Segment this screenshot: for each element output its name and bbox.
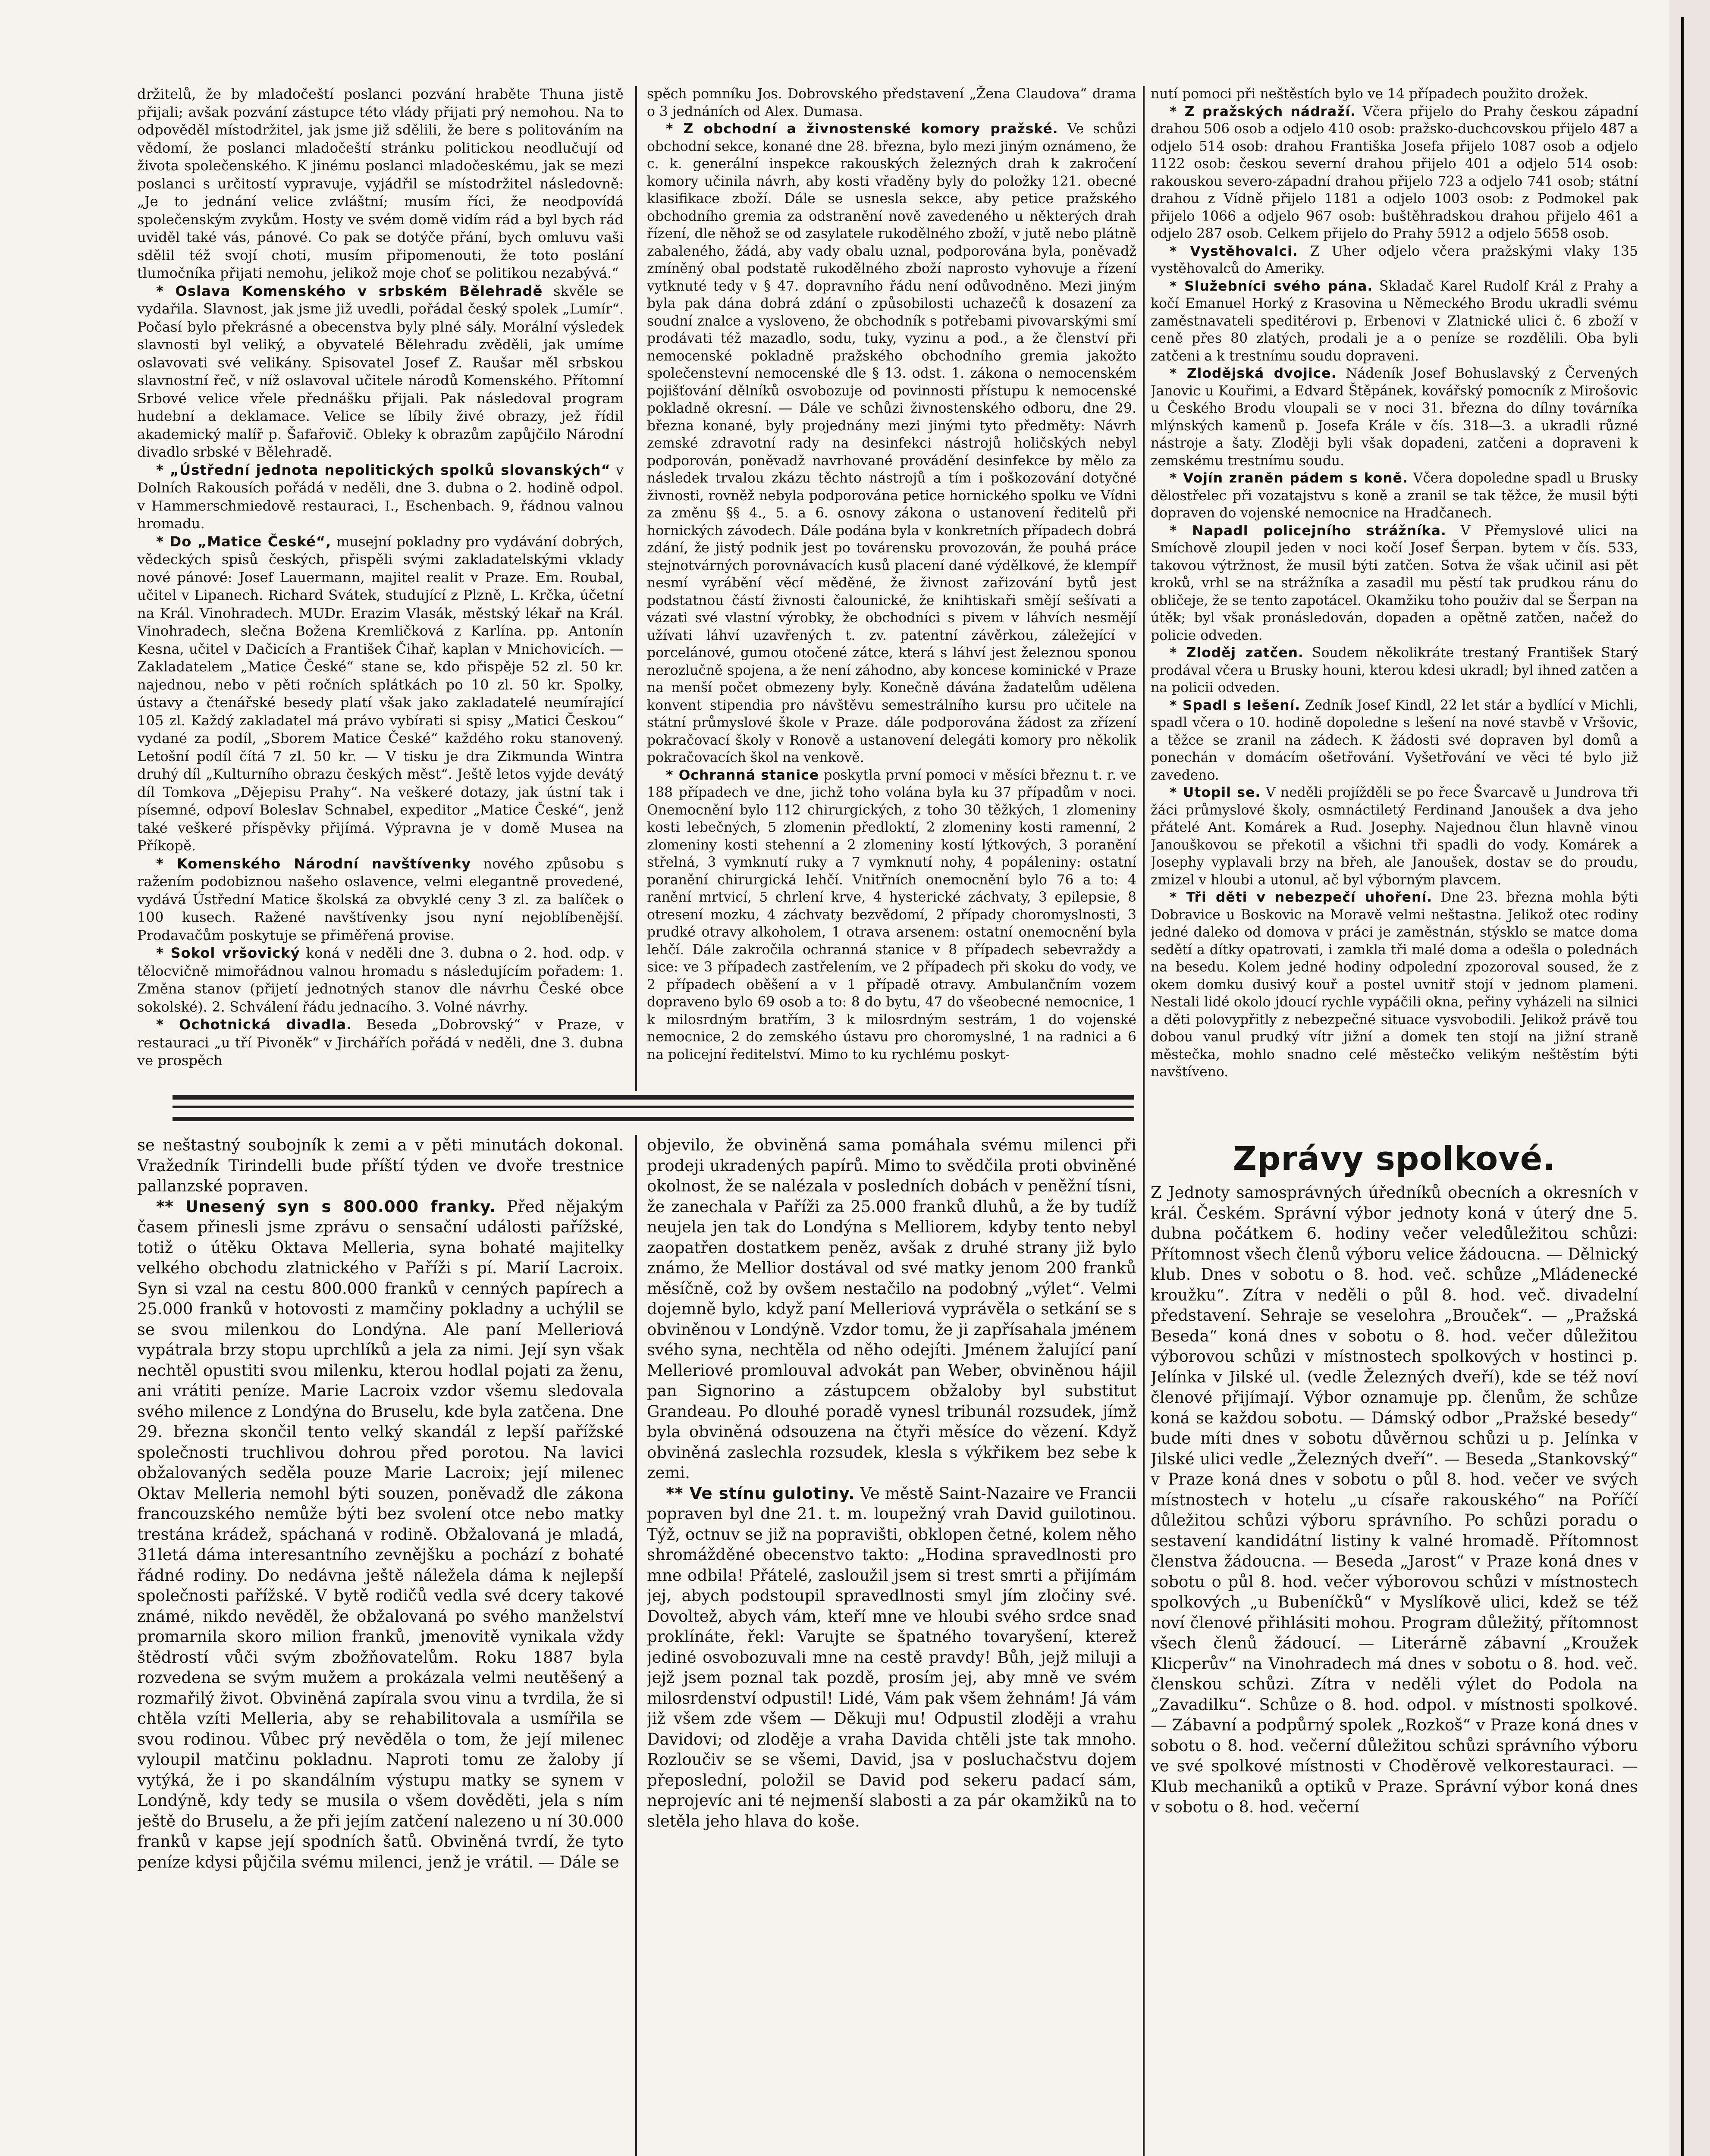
news-article [137,944,624,1016]
article-body: V Přemyslové ulici na Smíchově zloupil jeden v noci kočí Josef Šerpan. bytem v čís. 533, takovou výtržnost, že musil býti zatčen. Sotva že však učinil asi pět kroků, vrhl se na strážníka a zasadil mu pěstí tak prudkou ránu do obličeje, že se tento zapotácel. Okamžiku toho použiv dal se Šerpan na útěk; byl však pronásledován, dopaden a opětně zatčen, načež do policie odveden. [1151,523,1638,643]
column-1-upper [137,85,624,1090]
continued-text [1151,85,1638,103]
article-heading: * Z obchodní a živnostenské komory pražské. [666,121,1058,137]
article-body: nutí pomoci při neštěstích bylo ve 14 případech použito drožek. [1151,86,1588,102]
article-body: V neděli projížděli se po řece Švarcavě u Jundrova tři žáci průmyslové školy, osmnáctiletý Ferdinand Janoušek a dva jeho přátelé Ant. Komárek a Rud. Josephy. Najednou člun hlavně vinou Janouškovou se překotil a všichni tři spadli do vody. Komárek a Josephy vyplavali brzy na břeh, ale Janoušek, dostav se do proudu, zmizel v hloubi a utonul, ač byl výborným plavcem. [1151,785,1638,888]
news-article [137,1016,624,1070]
news-article [1151,365,1638,470]
article-body: Zedník Josef Kindl, 22 let stár a bydlící v Michli, spadl včera o 10. hodině dopoledne s lešení na nové stavbě v Vršovic, a těžce se zranil na zádech. K žádosti své dopraven byl domů a ponechán v domácím ošetřování. Vyšetřování ve věci té bylo již zavedeno. [1151,697,1638,783]
article-heading: * Ochranná stanice [666,767,819,783]
article-body: v Dolních Rakousích pořádá v neděli, dne 3. dubna o 2. hodině odpol. v Hammerschmiedově restauraci, I., Eschenbach. 9, řádnou valnou hromadu. [137,461,624,532]
article-body: poskytla první pomoci v měsíci březnu t. r. ve 188 případech ve dne, jichž toho volána byla ku 37 případům v noci. Onemocnění bylo 112 chirurgických, z toho 30 těžkých, 1 zlomeniny kosti lebečných, 5 zlomenin předloktí, 2 zlomeniny kosti ramenní, 2 zlomeniny kosti stehenní a 2 zlomeniny kostí lýtkových, 3 poranění střelná, 3 vymknutí ruky a 7 vymknutí nohy, 4 popáleniny: ostatní poranění chirurgická lehčí. Vnitřních onemocnění bylo 76 a to: 4 ranění mrtvicí, 5 chrlení krve, 4 hysterické záchvaty, 3 epilepsie, 8 otresení mozku, 4 záchvaty bezvědomí, 2 případy choromyslnosti, 3 prudké otravy alkoholem, 1 otrava arsenem: ostatní onemocnění byla lehčí. Dále zakročila ochranná stanice v 8 případech sebevraždy a sice: ve 3 případech zastřelením, ve 2 případech při skoku do vody, ve 2 případech oběšení a v 1 případě otravy. Ambulančním vozem dopraveno bylo 69 osob a to: 8 do bytu, 47 do všeobecné nemocnice, 1 k milosrdným bratřím, 3 k milosrdným sestrám, 1 do vojenské nemocnice, 2 do zemského ústavu pro choromyslné, 1 na radnici a 6 na policejní ředitelství. Mimo to ku rychlému poskyt- [647,767,1136,1062]
continued-text [137,1135,624,1197]
column-3-lower [1151,1135,1638,2156]
article-body: objevilo, že obviněná sama pomáhala svému milenci při prodeji ukradených papírů. Mimo to svědčila proti obviněné okolnost, že se nalézala v posledních dobách v peněžní tísni, že zanechala v Paříži za 25.000 franků dluhů, a že by tudíž neujela jen tak do Londýna s Melliorem, kdyby tento nebyl zaopatřen dostatkem peněz, avšak z druhé strany již bylo známo, že Mellior dostával od své matky jenom 200 franků měsíčně, což by ovšem nestačilo na podobný „výlet“. Velmi dojemně bylo, když paní Melleriová vyprávěla o setkání se s obviněnou v Londýně. Vzdor tomu, že ji zapřísahala jménem svého syna, nechtěla od něho odejíti. Jménem žalující paní Melleriové promlouval advokát pan Weber, obviněnou hájil pan Signorino a zástupcem obžaloby byl substitut Grandeau. Po dlouhé poradě vynesl tribunál rozsudek, jímž byla obviněná odsouzena na čtyři měsíce do vězení. Když obviněná zaslechla rozsudek, klesla s výkřikem bez sebe k zemi. [647,1136,1136,1482]
article-body: Nádeník Josef Bohuslavský z Červených Janovic u Kouřimi, a Edvard Štěpánek, kovářský pomocník z Mirošovic u Českého Brodu vloupali se v noci 31. března do dílny továrníka mlýnských kamenů p. Josefa Krále v čís. 318—3. a ukradli různé nástroje a šaty. Zloději byli však dopadeni, zatčeni a dopraveni k zemskému trestnímu soudu. [1151,366,1638,469]
article-body: Včera dopoledne spadl u Brusky dělostřelec při vozatajstvu s koně a zranil se tak těžce, že musil býti dopraven do vojenské nemocnice na Hradčanech. [1151,470,1638,521]
news-article [1151,278,1638,365]
continued-text [1151,1182,1638,1818]
article-body: Před nějakým časem přinesli jsme zprávu o sensační události pařížské, totiž o útěku Oktava Melleria, syna bohaté majitelky velkého obchodu zlatnického v Paříži s pí. Marií Lacroix. Syn si vzal na cestu 800.000 franků v cenných papírech a 25.000 franků v hotovosti z mamčiny pokladny a uchýlil se se svou milenkou do Londýna. Ale paní Melleriová vypátrala brzy stopu uprchlíků a jela za nimi. Její syn však nechtěl opustiti svou milenku, kterou hodlal pojati za ženu, ani vrátiti peníze. Marie Lacroix vzdor všemu sledovala svého milence z Londýna do Bruselu, kde byla zatčena. Dne 29. března skončil tento velký skandál z lepší pařížské společnosti truchlivou dohrou před porotou. Na lavici obžalovaných seděla pouze Marie Lacroix; její milenec Oktav Melleria nemohl býti souzen, poněvadž dle zákona francouzského nemůže býti bez svolení otce nebo matky trestána krádež, spáchaná v rodině. Obžalovaná je mladá, 31letá dáma interesantního zevnějšku a pochází z bohaté řádné rodiny. Do nedávna ještě náležela dáma k nejlepší společnosti pařížské. V bytě rodičů vedla své dcery takové známé, nikdo nevěděl, že obžalovaná po svého manželství promarnila skoro milion franků, jmenovitě vynikala vždy štědrostí vůči svým zbožňovatelům. Roku 1887 byla rozvedena se svým mužem a prokázala velmi neutěšený a rozmařilý život. Obviněná zapírala svou vinu a tvrdila, že si chtěla vzíti Melleria, aby se rehabilitovala a usmířila se svou rodinou. Vůbec prý nevěděla o tom, že její milenec vyloupil matčinu pokladnu. Naproti tomu ze žaloby jí vytýká, že i po skandálním výstupu matky se synem v Londýně, kdy tedy se musila o všem dověděti, jela s ním ještě do Bruselu, a že při jejím zatčení nalezeno u ní 30.000 franků v kapse její spodních šatů. Obviněná tvrdí, že tyto peníze kdysi půjčila svému milenci, jenž je vrátil. — Dále se [137,1197,624,1871]
article-heading: * Utopil se. [1170,785,1261,800]
article-body: Ve městě Saint-Nazaire ve Francii popraven byl dne 21. t. m. loupežný vrah David guilotinou. Týž, octnuv se již na popravišti, obklopen četné, kolem něho shromážděné obecenstvo takto: „Hodina spravedlnosti pro mne odbila! Přátelé, zasloužil jsem si trest smrti a přijímám jej, abych podstoupil spravedlnosti smyl jím zločiny své. Dovoltež, abych vám, kteří mne ve hloubi svého srdce snad proklínáte, řekl: Varujte se špatného tovaryšení, kterež jediné osvobozuvali mne na cestě pravdy! Bůh, jejž miluji a jejž jsem poznal tak pozdě, prosím jej, aby mně ve svém milosrdenství odpustil! Lidé, Vám pak všem žehnám! Já vám již všem zde všem — Děkuji mu! Odpustil zloději a vrahu Davidovi; od zloděje a vraha Davida chtěli jste tak mnoho. Rozloučiv se se všemi, David, jsa v posluchačstvu dojem přeposlední, položil se David pod sekeru padací sám, neprojevíc ani té nejmenší slabosti a za pár okamžiků na to sletěla jeho hlava do koše. [647,1484,1136,1830]
article-body: Včera přijelo do Prahy českou západní drahou 506 osob a odjelo 410 osob: pražsko-duchcovskou přijelo 487 a odjelo 514 osob: drahou Františka Josefa přijelo 1087 osob a odjelo 1122 osob: českou severní drahou přijelo 401 a odjelo 514 osob: rakouskou severo-západní drahou přijelo 723 a odjelo 741 osob; státní drahou z Vídně přijelo 1181 a odjelo 1003 osob: z Podmokel pak přijelo 1066 a odjelo 967 osob: buštěhradskou drahou přijelo 461 a odjelo 287 osob. Celkem přijelo do Prahy 5912 a odjelo 5658 osob. [1151,103,1638,241]
article-heading: * Vojín zraněn pádem s koně. [1170,470,1408,486]
continued-text [647,1135,1136,1483]
column-2-lower [647,1135,1136,2156]
news-article [1151,470,1638,522]
news-article [1151,103,1638,243]
article-body: Soudem několikráte trestaný František Starý prodával včera u Brusky houni, kterou kdesi ukradl; byl ihned zatčen a na policii odveden. [1151,645,1638,696]
news-article [1151,889,1638,1081]
column-1-lower [137,1135,624,2156]
section-heading-zpravy-spolkove: Zprávy spolkové. [1233,1139,1556,1178]
article-heading: ** Ve stínu gulotiny. [666,1484,855,1503]
article-heading: * Zlodějská dvojice. [1170,366,1337,381]
article-heading: * Oslava Komenského v srbském Bělehradě [156,282,543,299]
news-article [647,1483,1136,1832]
continued-text [647,85,1136,120]
column-2-upper [647,85,1136,1090]
news-article [137,855,624,945]
article-body: skvěle se vydařila. Slavnost, jak jsme již uvedli, pořádal český spolek „Lumír“. Počasí bylo překrásné a obecenstva byly plné sály. Morální výsledek slavnosti byl veliký, a obyvatelé Bělehradu zvěděli, jak umíme oslavovati své velikány. Spisovatel Josef Z. Raušar měl srbskou slavnostní řeč, v níž oslavoval učitele národů Komenského. Přítomní Srbové velice vřele přednášku přijali. Pak následoval program hudební a deklamace. Velice se líbily živé obrazy, jež řídil akademický malíř p. Šafařovič. Obleky k obrazům zapůjčilo Národní divadlo srbské v Bělehradě. [137,282,624,460]
article-body: Skladač Karel Rudolf Král z Prahy a kočí Emanuel Horký z Krasovina u Německého Brodu ukradli svému zaměstnavateli speditérovi p. Erbenovi v Zlatnické ulici č. 6 zboží v ceně přes 80 zlatých, prodali je a o peníze se rozdělili. Oba byli zatčeni a k trestnímu soudu dopraveni. [1151,278,1638,364]
news-article [137,282,624,461]
article-heading: ** Unesený syn s 800.000 franky. [156,1197,496,1216]
news-article [1151,644,1638,697]
article-body: musejní pokladny pro vydávání dobrých, vědeckých spisů českých, přispěli svými zakladatelskými vklady nové pánové: Josef Lauermann, majitel realit v Praze. Em. Roubal, učitel v Lipanech. Richard Svátek, studující z Plzně, L. Krčka, účetní na Král. Vinohradech. MUDr. Erazim Vlasák, městský lékař na Král. Vinohradech, slečna Božena Kremličková z Karlína. pp. Antonín Kesna, učitel v Dačicích a František Čihař, kaplan v Mnichovicích. — Zakladatelem „Matice České“ stane se, kdo přispěje 52 zl. 50 kr. najednou, nebo v pěti ročních splátkách po 10 zl. 50 kr. Spolky, ústavy a čtenářské besedy platí však jako zakladatelé neumírající 105 zl. Každý zakladatel má právo vybírati si spisy „Matici Českou“ vydané za podíl, „Sborem Matice České“ každého roku stanovený. Letošní podíl čítá 7 zl. 50 kr. — V tisku je dra Zikmunda Wintra druhý díl „Kulturního obrazu českých měst“. Ještě letos vyjde devátý díl Tomkova „Dějepisu Prahy“. Na veškeré dotazy, jak ústní tak i písemné, odpoví Boleslav Schnabel, expeditor „Matice České“, jenž také veškeré příspěvky přijímá. Výpravna je v domě Musea na Příkopě. [137,533,624,854]
article-heading: * Služebníci svého pána. [1170,278,1373,294]
article-body: spěch pomníku Jos. Dobrovského představení „Žena Claudova“ drama o 3 jednáních od Alex. Dumasa. [647,86,1136,119]
article-body: koná v neděli dne 3. dubna o 2. hod. odp. v tělocvičně mimořádnou valnou hromadu s následujícím pořadem: 1. Změna stanov (přijetí jednotných stanov dle návrhu České obce sokolské). 2. Schválení řádu jednacího. 3. Volné návrhy. [137,945,624,1015]
left-margin [0,0,129,2156]
column-3-upper [1151,85,1638,1090]
article-body: nového způsobu s ražením podobiznou našeho oslavence, velmi elegantně provedené, vydává Ústřední Matice školská za obvyklé ceny 3 zl. za balíček o 100 kusech. Ražené navštívenky jsou nyní nejoblíbenější. Prodavačům poskytuje se přiměřená provise. [137,855,624,943]
news-article [647,120,1136,767]
article-body: držitelů, že by mladočeští poslanci pozvání hraběte Thuna jistě přijali; avšak pozvání zástupce této vlády přijati prý nemohou. Na to odpověděl místodržitel, jak jsme již sdělili, že bere s politováním na vědomí, že poslanci mladočeští stránku politickou neodlučují od života společenského. K jinému poslanci mladočeskému, jak se mezi poslanci s určitostí vypravuje, vyjádřil se místodržitel následovně: „Je to jednání velice zvláštní; musím říci, že neodpovídá společenským zvykům. Hosty ve svém domě vidím rád a byl bych rád uviděl také vás, pánové. Co pak se dotýče přání, bych omluvu vaši sdělil též svojí choti, musím připomenouti, že toto poslání tlumočníka přijati nemohu, jelikož moje choť se politikou nezabývá.“ [137,86,624,281]
column-divider [635,86,637,1091]
article-heading: * Napadl policejního strážníka. [1170,523,1446,539]
column-divider [635,1135,637,2156]
article-body: Ve schůzi obchodní sekce, konané dne 28. března, bylo mezi jiným oznámeno, že c. k. generální inspekce rakouských železných drah k zakročení komory učinila návrh, aby kosti vřaděny byly do položky 121. obecné klasifikace zboží. Dále se usnesla sekce, aby petice pražského obchodního gremia za odstranění nově zavedeného u některých drah řízení, dle něhož se od zasylatele rukodělného zboží, v jutě nebo plátně zabaleného, žádá, aby vady obalu uznal, podporována byla, poněvadž zmíněný obal podstatě rukodělného zboží naprosto vyhovuje a řízení vytknuté tedy v § 47. dopravního řádu není odůvodněno. Mezi jiným byla pak dána dobrá zdání o způsobilosti uchazečů k dosazení za soudní znalce a vysloveno, že obchodník s potřebami pivovarskými smí prodávati též mazadlo, sodu, tuky, vyzinu a pod., a že členství při nemocenské pokladně pražského obchodního gremia jakožto společenstevní nemocenské dle § 13. odst. 1. zákona o nemocenském pojišťování dělníků osvobozuje od povinnosti přístupu k nemocenské pokladně okresní. — Dále ve schůzi živnostenského odboru, dne 29. března konané, byly projednány mezi jinými tyto předměty: Návrh zemské zdravotní rady na desinfekci nástrojů holičských nebyl podporován, poněvadž navrhované provádění desinfekce by mělo za následek trvalou zkázu těchto nástrojů a tím i poškozování dotyčné živnosti, rovněž nebyla podporována petice hornického spolku ve Vídni za změnu §§ 4., 5. a 6. osnovy zákona o ustanovení ředitelů při hornických závodech. Dále podána byla v konkretních případech dobrá zdání, že jistý podnik jest po továrensku provozován, že pouhá práce stejnotvárných porovnávacích kusů placení dané výdělkové, že klempíř nesmí vyrábění věcí měděné, že živnost zařizování bytů jest podstatnou částí živnosti čalounické, že knihtiskaři smějí sešívati a vázati své vlastní výrobky, že obchodníci s pivem v láhvích nesmějí užívati láhví uzavřených t. zv. patentní závěrkou, záležející v porcelánové, gumou otočené zátce, která s láhví jest železnou sponou nerozlučně spojena, a že není záhodno, aby koncese kominické v Praze na menší počet obmezeny byly. Konečně dávána žadatelům udělena konvent stipendia pro návštěvu semestrálního kursu pro učitele na státní průmyslové škole v Praze. dále podporována žádost za zřízení pokračovací školy v Ronově a ustanovení delegáti komory pro několik pokračovacích škol na venkově. [647,121,1136,765]
column-divider [1143,86,1145,2156]
article-heading: * Zloděj zatčen. [1170,645,1304,661]
right-page-edge [1669,0,1710,2156]
article-heading: * Vystěhovalci. [1170,243,1298,259]
article-body: se neštastný soubojník k zemi a v pěti minutách dokonal. Vražedník Tirindelli bude příští týden ve dvoře trestnice pallanzské popraven. [137,1136,624,1195]
article-heading: * Sokol vršovický [156,945,300,961]
article-body: Dne 23. března mohla býti Dobravice u Boskovic na Moravě velmi neštastna. Jelikož otec rodiny jedné daleko od domova v práci je zaměstnán, stýsklo se matce doma sedětí a dítky opatrovati, i zamkla tři malé doma a odešla o polednách na besedu. Kolem jedné hodiny odpolední zpozoroval soused, že z okem domku dusivý kouř a postel uvnitř stojí v jednom plameni. Nestali lidé okolo jdoucí rychle vypáčili okna, peřiny vyházeli na silnici a děti polovypřitly z nebezpečné situace vysvobodili. Jelikož právě tou dobou vanul prudký vítr jižní a domek ten stojí na jižní straně městečka, mohlo snadno celé městečko velikým neštěstím býti navštíveno. [1151,890,1638,1080]
article-body: Beseda „Dobrovský“ v Praze, v restauraci „u tří Pivoněk“ v Jirchářích pořádá v neděli, dne 3. dubna ve prospěch [137,1016,624,1069]
news-article [1151,697,1638,784]
continued-text [137,85,624,282]
article-body: Z Jednoty samosprávných úředníků obecních a okresních v král. Českém. Správní výbor jednoty koná v úterý dne 5. dubna počátkem 6. hodiny večer veledůležitou schůzi: Přítomnost všech členů výboru velice žádoucna. — Dělnický klub. Dnes v sobotu o 8. hod. več. schůze „Mládenecké kroužku“. Zítra v neděli o půl 8. hod. več. divadelní představení. Sehraje se veselohra „Brouček“. — „Pražská Beseda“ koná dnes v sobotu o 8. hod. večer důležitou výborovou schůzi v místnostech spolkových v hostinci p. Jelínka v Jilské ul. (vedle Železných dveří), kde se též noví členové přijímají. Výbor oznamuje pp. členům, že schůze koná se každou sobotu. — Dámský odbor „Pražské besedy“ bude míti dnes v sobotu důvěrnou schůzi u p. Jelínka v Jilské ulici vedle „Železných dveří“. — Beseda „Stankovský“ v Praze koná dnes v sobotu o půl 8. hod. večer ve svých místnostech v hotelu „u císaře rakouského“ na Poříčí důležitou schůzi výboru správního. Po schůzi poradu o sestavení kandidátní listiny k valné hromadě. Přítomnost členstva žádoucna. — Beseda „Jarost“ v Praze koná dnes v sobotu o půl 8. hod. večer výborovou schůzi v místnostech spolkových „u Bubeníčků“ v Myslíkově ulici, kdež se též noví členové přihlásiti mohou. Program důležitý, přítomnost všech členů žádoucí. — Literárně zábavní „Kroužek Klicperův“ na Vinohradech má dnes v sobotu o 8. hod. več. členskou schůzi. Zítra v neděli výlet do Podola na „Zavadilku“. Schůze o 8. hod. odpol. v místnosti spolkové. — Zábavní a podpůrný spolek „Rozkoš“ v Praze koná dnes v sobotu o 8. hod. večerní důležitou schůzi správního výboru ve své spolkové místnosti v Choděrově velkorestauraci. — Klub mechaniků a optiků v Praze. Správní výbor koná dnes v sobotu o 8. hod. večerní [1151,1183,1638,1816]
news-article [137,461,624,533]
article-heading: * Spadl s lešení. [1170,697,1301,713]
article-heading: * „Ústřední jednota nepolitických spolků slovanských“ [156,461,611,478]
news-article [137,1197,624,1873]
article-heading: * Tři děti v nebezpečí uhoření. [1170,890,1433,905]
news-article [137,533,624,855]
article-heading: * Do „Matice České“, [156,533,332,550]
news-article [1151,243,1638,278]
article-heading: * Z pražských nádraží. [1170,103,1356,119]
article-body: Z Uher odjelo včera pražskými vlaky 135 vystěhovalců do Ameriky. [1151,243,1638,276]
news-article [1151,784,1638,889]
feuilleton-divider [173,1091,1134,1128]
news-article [1151,522,1638,645]
article-heading: * Komenského Národní navštívenky [156,855,471,872]
article-heading: * Ochotnická divadla. [156,1016,352,1033]
news-article [647,767,1136,1064]
